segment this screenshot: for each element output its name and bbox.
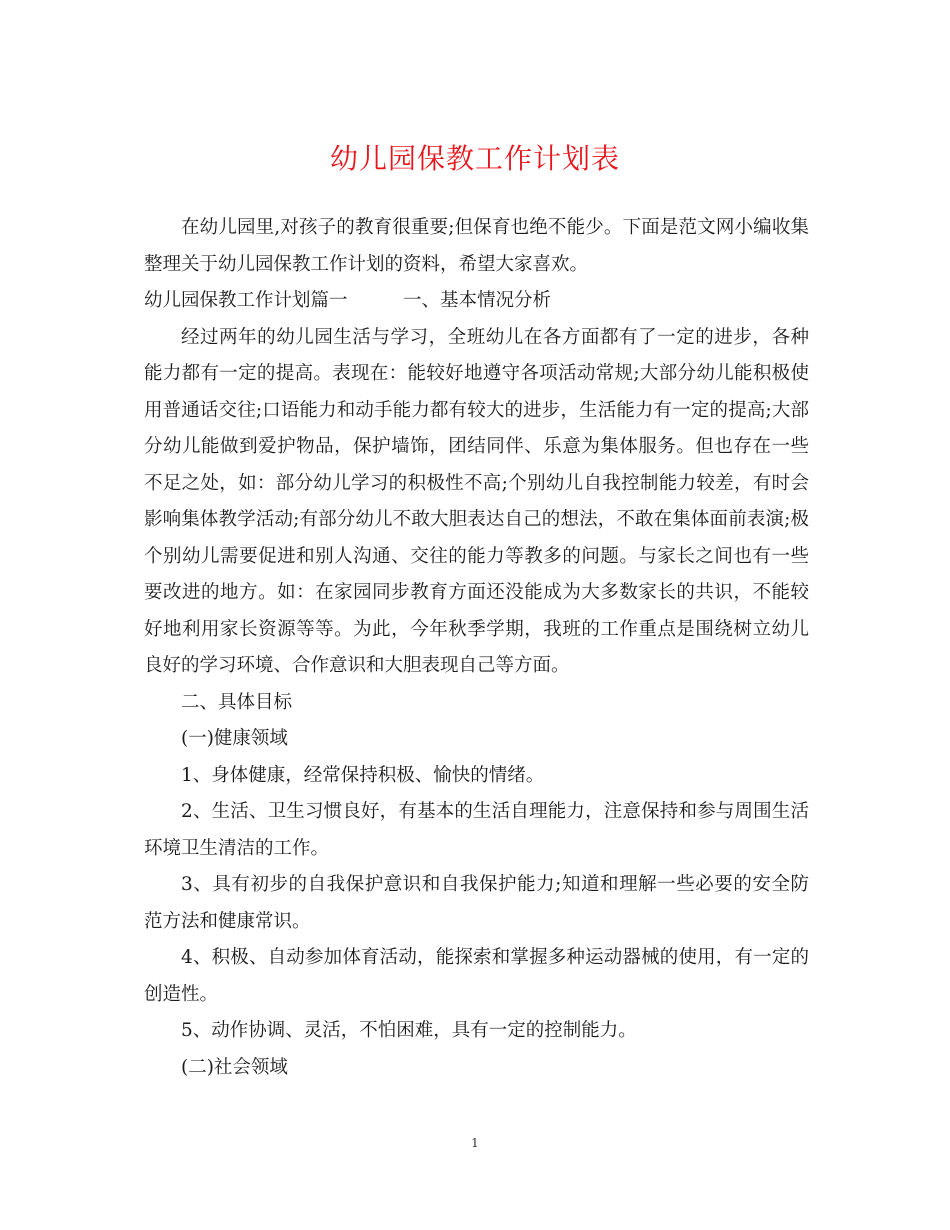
document-body: [144, 210, 809, 1086]
health-item: 5、动作协调、灵活，不怕困难，具有一定的控制能力。: [181, 1020, 637, 1041]
analysis-paragraph: 经过两年的幼儿园生活与学习，全班幼儿在各方面都有了一定的进步，各种能力都有一定的提高。表现在：能较好地遵守各项活动常规;大部分幼儿能积极使用普通话交往;口语能力和动手能力都有较大的进步，生活能力有一定的提高;大部分幼儿能做到爱护物品，保护墙饰，团结同伴、乐意为集体服务。但也存在一些不足之处，如：部分幼儿学习的积极性不高;个别幼儿自我控制能力较差，有时会影响集体教学活动;有部分幼儿不敢大胆表达自己的想法，不敢在集体面前表演;极个别幼儿需要促进和别人沟通、交往的能力等教多的问题。与家长之间也有一些要改进的地方。如：在家园同步教育方面还没能成为大多数家长的共识，不能较好地利用家长资源等等。为此，今年秋季学期，我班的工作重点是围绕树立幼儿良好的学习环境、合作意识和大胆表现自己等方面。: [144, 326, 809, 676]
document-title: 幼儿园保教工作计划表: [329, 142, 620, 175]
health-heading: (一)健康领域: [181, 728, 288, 749]
health-item: 4、积极、自动参加体育活动，能探索和掌握多种运动器械的使用，有一定的创造性。: [144, 947, 809, 1005]
health-item: 1、身体健康，经常保持积极、愉快的情绪。: [181, 764, 545, 786]
goals-heading: 二、具体目标: [181, 691, 293, 713]
page-number: 1: [471, 1136, 479, 1150]
intro-paragraph: 在幼儿园里,对孩子的教育很重要;但保育也绝不能少。下面是范文网小编收集整理关于幼儿园保教工作计划的资料，希望大家喜欢。: [144, 217, 809, 275]
section-heading: 幼儿园保教工作计划篇一 一、基本情况分析: [144, 290, 552, 311]
health-item: 2、生活、卫生习惯良好，有基本的生活自理能力，注意保持和参与周围生活环境卫生清洁的工作。: [144, 801, 809, 859]
health-item: 3、具有初步的自我保护意识和自我保护能力;知道和理解一些必要的安全防范方法和健康常识。: [144, 874, 809, 932]
social-heading: (二)社会领域: [181, 1056, 288, 1078]
